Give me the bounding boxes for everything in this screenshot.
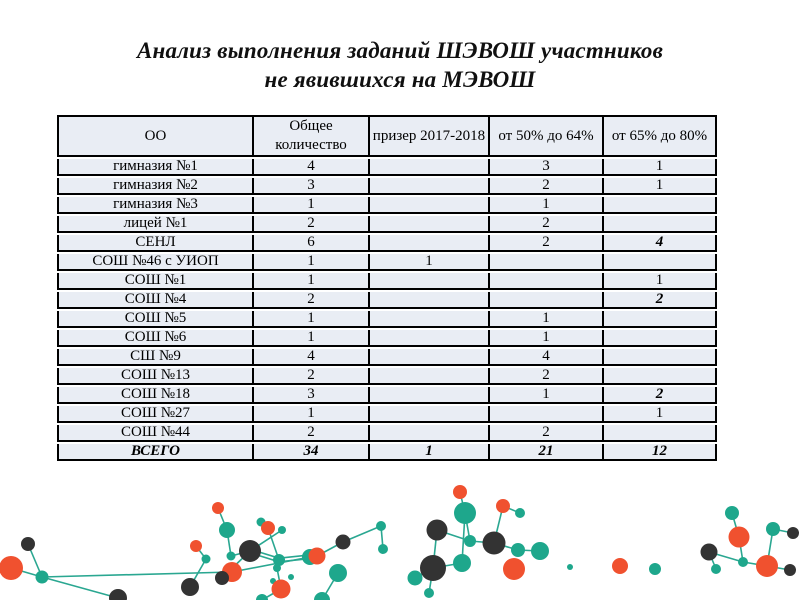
cell [602, 330, 717, 347]
cell: 2 [252, 292, 368, 309]
column-header: призер 2017-2018 [368, 115, 488, 157]
table-row [57, 349, 717, 366]
molecule-node [288, 574, 294, 580]
cell: 2 [488, 216, 602, 233]
cell [368, 368, 488, 385]
molecule-node [378, 544, 388, 554]
cell: СОШ №18 [57, 387, 252, 404]
molecule-node [738, 557, 748, 567]
molecule-node [766, 522, 780, 536]
cell [368, 292, 488, 309]
cell: 1 [602, 159, 717, 176]
cell: лицей №1 [57, 216, 252, 233]
molecule-node [376, 521, 386, 531]
cell: 1 [252, 197, 368, 214]
table-row [57, 330, 717, 347]
cell: 1 [488, 330, 602, 347]
cell: 1 [368, 254, 488, 271]
molecule-node [784, 564, 796, 576]
cell: СОШ №13 [57, 368, 252, 385]
cell: гимназия №2 [57, 178, 252, 195]
molecule-node [420, 555, 446, 581]
table-row [57, 311, 717, 328]
molecule-node [0, 556, 23, 580]
cell: 2 [602, 292, 717, 309]
cell: 1 [252, 273, 368, 290]
molecule-node [612, 558, 628, 574]
molecule-node [36, 571, 49, 584]
cell: гимназия №3 [57, 197, 252, 214]
molecule-node [309, 548, 326, 565]
table-row [57, 197, 717, 214]
cell [368, 178, 488, 195]
cell [602, 197, 717, 214]
cell: 2 [488, 178, 602, 195]
molecule-node [273, 554, 285, 566]
molecule-node [511, 543, 525, 557]
cell: 1 [488, 311, 602, 328]
cell: 6 [252, 235, 368, 252]
cell: СОШ №6 [57, 330, 252, 347]
cell: 1 [252, 406, 368, 423]
table-row [57, 273, 717, 290]
column-header: от 65% до 80% [602, 115, 717, 157]
cell: 1 [252, 330, 368, 347]
molecule-node [503, 558, 525, 580]
cell: 1 [252, 311, 368, 328]
molecule-node [496, 499, 510, 513]
molecule-node [454, 502, 476, 524]
molecule-node [787, 527, 799, 539]
molecule-node [701, 544, 718, 561]
molecule-node [453, 554, 471, 572]
table-row [57, 235, 717, 252]
molecule-node [109, 589, 127, 600]
cell: 1 [602, 406, 717, 423]
cell [488, 406, 602, 423]
table-row [57, 368, 717, 385]
cell: гимназия №1 [57, 159, 252, 176]
column-header: Общее количество [252, 115, 368, 157]
molecule-node [273, 564, 281, 572]
cell: 4 [488, 349, 602, 366]
cell: 3 [488, 159, 602, 176]
molecule-node [725, 506, 739, 520]
molecule-node [256, 594, 268, 600]
cell: 1 [252, 254, 368, 271]
cell [368, 273, 488, 290]
molecule-node [190, 540, 202, 552]
molecule-node [272, 580, 291, 599]
cell: 2 [252, 368, 368, 385]
cell [488, 273, 602, 290]
cell [602, 425, 717, 442]
cell [368, 406, 488, 423]
slide-title [0, 36, 800, 95]
cell [368, 425, 488, 442]
cell: 3 [252, 387, 368, 404]
molecule-node [567, 564, 573, 570]
cell: 2 [488, 368, 602, 385]
molecule-node [202, 555, 211, 564]
cell: 1 [488, 387, 602, 404]
cell: 2 [602, 387, 717, 404]
table-header-row [57, 115, 717, 157]
molecule-node [711, 564, 721, 574]
molecule-node [336, 535, 351, 550]
molecule-node [329, 564, 347, 582]
molecule-node [464, 535, 476, 547]
table-row [57, 292, 717, 309]
cell: 4 [252, 349, 368, 366]
cell: 2 [488, 425, 602, 442]
molecule-node [424, 588, 434, 598]
cell: 4 [602, 235, 717, 252]
cell: 3 [252, 178, 368, 195]
molecule-node [427, 520, 448, 541]
slide-title-line-2: не явившихся на МЭВОШ [264, 67, 536, 93]
total-row [57, 444, 717, 461]
cell: 1 [602, 273, 717, 290]
cell: 1 [602, 178, 717, 195]
cell [602, 368, 717, 385]
column-header: от 50% до 64% [488, 115, 602, 157]
cell [488, 254, 602, 271]
molecule-node [483, 532, 506, 555]
table-row [57, 159, 717, 176]
table-row [57, 216, 717, 233]
molecule-node [215, 571, 229, 585]
cell [602, 349, 717, 366]
column-header: ОО [57, 115, 252, 157]
cell [488, 292, 602, 309]
cell [368, 311, 488, 328]
cell: СОШ №27 [57, 406, 252, 423]
cell [368, 235, 488, 252]
cell: СЕНЛ [57, 235, 252, 252]
molecule-node [278, 526, 286, 534]
cell: СШ №9 [57, 349, 252, 366]
cell: 12 [602, 444, 717, 461]
table-row [57, 406, 717, 423]
molecule-node [212, 502, 224, 514]
molecule-node [531, 542, 549, 560]
molecule-node [314, 592, 330, 600]
table-row [57, 425, 717, 442]
cell: СОШ №1 [57, 273, 252, 290]
molecule-node [181, 578, 199, 596]
molecule-node [453, 485, 467, 499]
cell [368, 197, 488, 214]
cell [368, 387, 488, 404]
slide-title-line-1: Анализ выполнения заданий ШЭВОШ участников [136, 38, 664, 63]
results-table [57, 113, 717, 463]
cell: 1 [368, 444, 488, 461]
cell: СОШ №5 [57, 311, 252, 328]
table-row [57, 178, 717, 195]
cell [602, 254, 717, 271]
cell: 21 [488, 444, 602, 461]
molecule-bond [42, 572, 232, 577]
cell: 1 [488, 197, 602, 214]
cell: СОШ №44 [57, 425, 252, 442]
cell: 4 [252, 159, 368, 176]
molecule-node [227, 552, 236, 561]
cell [602, 311, 717, 328]
cell: 2 [252, 216, 368, 233]
cell [602, 216, 717, 233]
cell: ВСЕГО [57, 444, 252, 461]
cell [368, 216, 488, 233]
cell [368, 349, 488, 366]
cell [368, 330, 488, 347]
cell: 34 [252, 444, 368, 461]
molecule-node [729, 527, 750, 548]
cell: 2 [252, 425, 368, 442]
cell: СОШ №4 [57, 292, 252, 309]
molecule-node [649, 563, 661, 575]
molecule-node [239, 540, 261, 562]
table-row [57, 254, 717, 271]
cell: СОШ №46 с УИОП [57, 254, 252, 271]
molecule-node [515, 508, 525, 518]
molecule-node [408, 571, 423, 586]
molecule-node [21, 537, 35, 551]
molecule-decoration [0, 460, 800, 600]
molecule-bond [42, 577, 118, 598]
cell: 2 [488, 235, 602, 252]
molecule-node [261, 521, 275, 535]
molecule-node [756, 555, 778, 577]
table-row [57, 387, 717, 404]
molecule-node [219, 522, 235, 538]
cell [368, 159, 488, 176]
